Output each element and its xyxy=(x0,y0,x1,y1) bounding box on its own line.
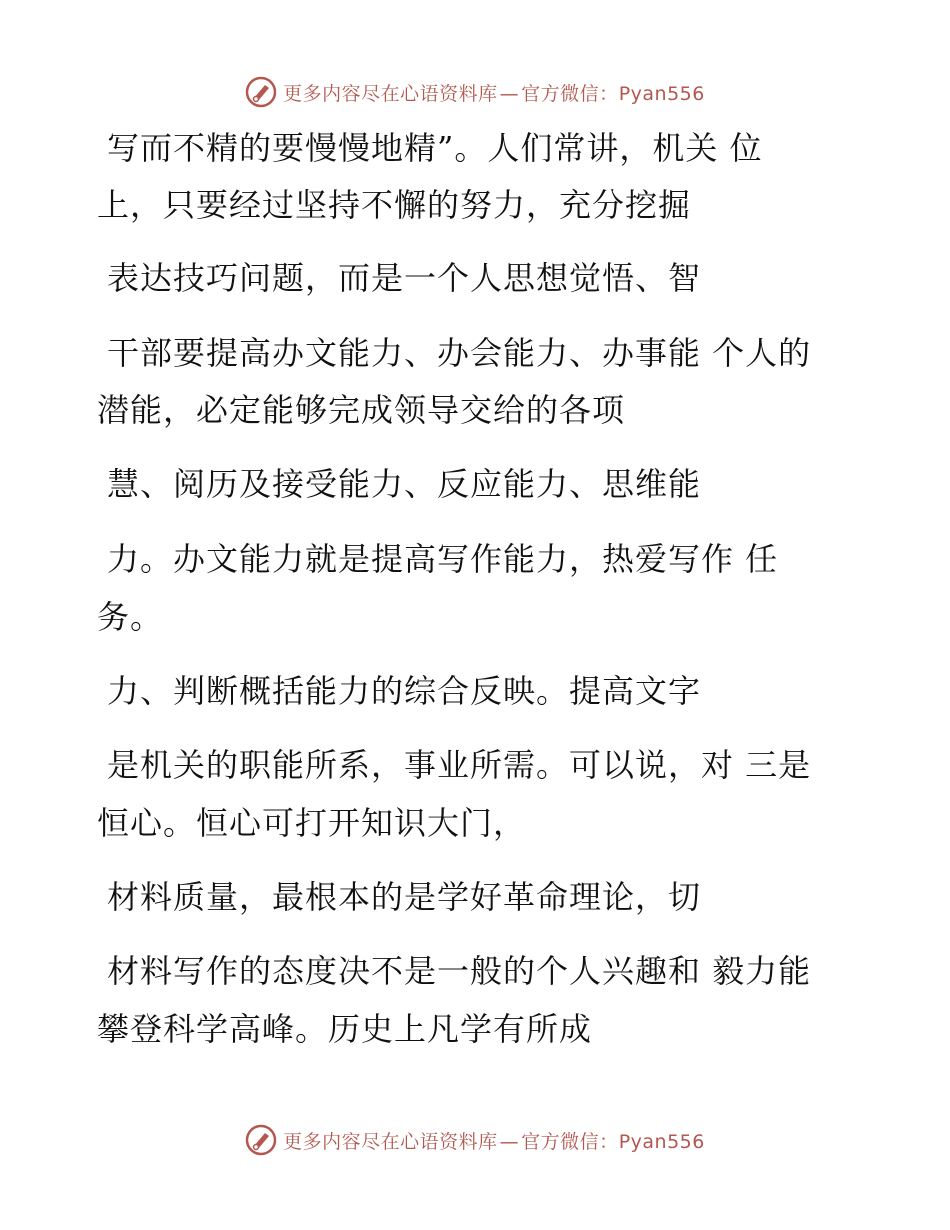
text-line-10: 是机关的职能所系，事业所需。可以说，对 三是 xyxy=(107,746,812,784)
pen-nib-logo-icon xyxy=(245,76,277,108)
footer-watermark xyxy=(0,1120,950,1160)
watermark-wechat-label: 官方微信： xyxy=(521,1130,619,1153)
watermark-wechat-id: Pyan556 xyxy=(618,1130,705,1153)
text-line-2: 上，只要经过坚持不懈的努力，充分挖掘 xyxy=(97,186,692,224)
header-watermark xyxy=(0,72,950,112)
text-line-14: 攀登科学高峰。历史上凡学有所成 xyxy=(97,1010,593,1048)
text-line-9: 力、判断概括能力的综合反映。提高文字 xyxy=(107,672,702,710)
text-line-4: 干部要提高办文能力、办会能力、办事能 个人的 xyxy=(107,334,812,372)
text-line-5: 潜能，必定能够完成领导交给的各项 xyxy=(97,391,626,429)
watermark-text xyxy=(283,1127,705,1154)
watermark-separator: — xyxy=(499,82,520,105)
watermark-site: 更多内容尽在心语资料库 xyxy=(283,82,498,105)
watermark-text xyxy=(283,79,705,106)
text-line-12: 材料质量，最根本的是学好革命理论，切 xyxy=(107,878,702,916)
text-line-6: 慧、阅历及接受能力、反应能力、思维能 xyxy=(107,465,702,503)
pen-nib-logo-icon xyxy=(245,1124,277,1156)
watermark-separator: — xyxy=(499,1130,520,1153)
watermark-wechat-id: Pyan556 xyxy=(618,82,705,105)
text-line-7: 力。办文能力就是提高写作能力，热爱写作 任 xyxy=(107,540,779,578)
text-line-11: 恒心。恒心可打开知识大门， xyxy=(97,804,527,842)
watermark-wechat-label: 官方微信： xyxy=(521,82,619,105)
text-line-3: 表达技巧问题，而是一个人思想觉悟、智 xyxy=(107,259,702,297)
text-line-8: 务。 xyxy=(97,598,164,636)
watermark-site: 更多内容尽在心语资料库 xyxy=(283,1130,498,1153)
text-line-1: 写而不精的要慢慢地精”。人们常讲，机关 位 xyxy=(107,129,763,167)
text-line-13: 材料写作的态度决不是一般的个人兴趣和 毅力能 xyxy=(107,952,812,990)
